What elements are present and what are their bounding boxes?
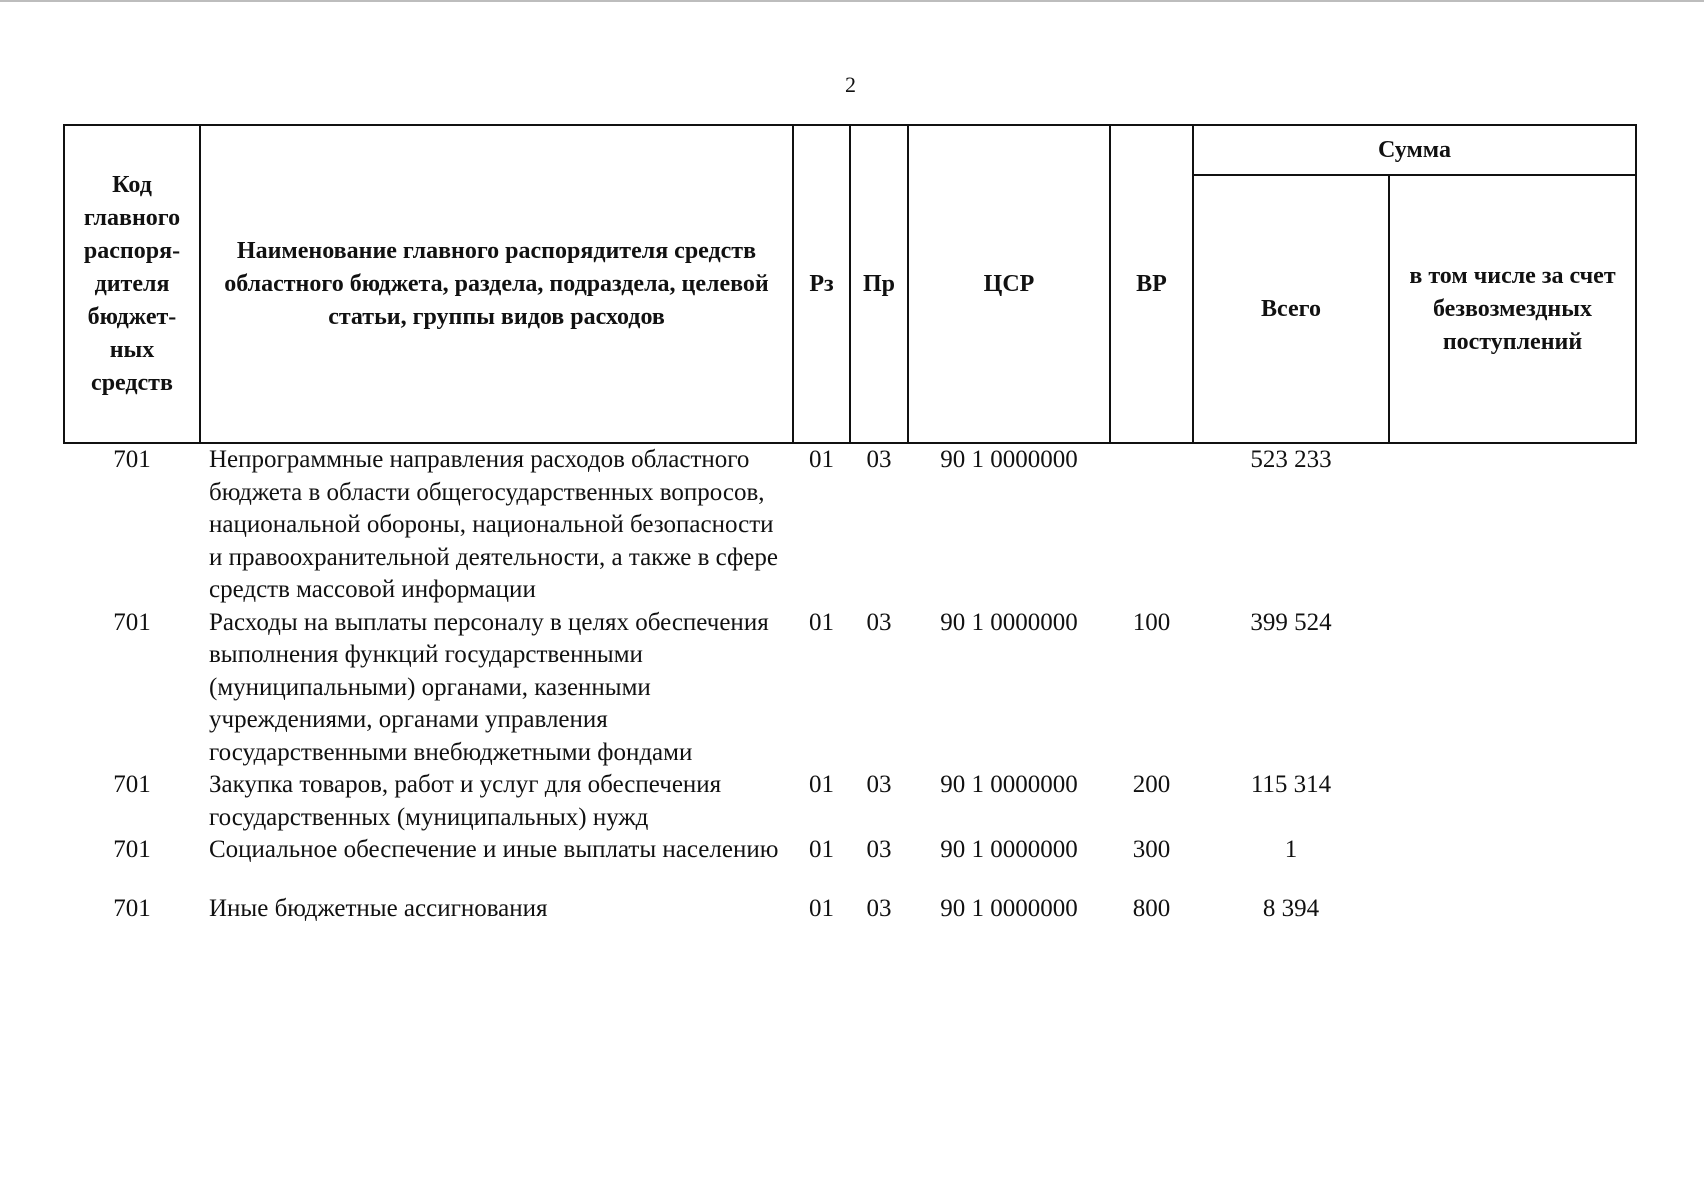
cell-code: 701 [113, 608, 151, 636]
cell-pr: 03 [866, 446, 892, 473]
cell-rz: 01 [809, 836, 834, 863]
cell-csr: 90 1 0000000 [940, 836, 1078, 863]
table-body [64, 443, 1636, 925]
budget-table [63, 124, 1637, 925]
page-number: 2 [845, 72, 856, 97]
cell-total: 115 314 [1250, 771, 1332, 798]
header-rz: Рз [793, 125, 850, 443]
header-csr: ЦСР [908, 125, 1110, 443]
cell-pr: 03 [866, 894, 892, 922]
cell-vr [1110, 443, 1193, 607]
top-rule [0, 0, 1704, 2]
header-code: Код главного распоря-дителя бюджет-ных средств [64, 125, 200, 443]
cell-code: 701 [113, 894, 151, 922]
cell-name: Иные бюджетные ассигнования [209, 894, 548, 922]
table-row [64, 769, 1636, 834]
cell-total: 399 524 [1250, 608, 1332, 636]
cell-csr: 90 1 0000000 [940, 608, 1078, 636]
header-name: Наименование главного распорядителя средств областного бюджета, раздела, подраздела, целевой статьи, группы видов расходов [200, 125, 793, 443]
cell-pr: 03 [866, 836, 892, 863]
cell-rz: 01 [809, 446, 834, 473]
cell-pr: 03 [866, 608, 892, 636]
cell-free [1389, 769, 1636, 834]
header-vr: ВР [1110, 125, 1193, 443]
cell-code: 701 [113, 771, 151, 798]
cell-free [1389, 607, 1636, 770]
header-total: Всего [1193, 175, 1389, 443]
cell-name: Непрограммные направления расходов областного бюджета в области общегосударственных вопросов, национальной обороны, национальной безопасности и правоохранительной деятельности, а также в сфере средств массовой информации [209, 446, 778, 603]
table-row [64, 867, 1636, 926]
cell-code: 701 [113, 446, 151, 473]
cell-free [1389, 867, 1636, 926]
cell-csr: 90 1 0000000 [940, 446, 1078, 473]
cell-name: Расходы на выплаты персоналу в целях обеспечения выполнения функций государственными (муниципальными) органами, казенными учреждениями, органами управления государственными внебюджетными фондами [209, 608, 769, 766]
cell-total: 1 [1284, 836, 1298, 863]
cell-rz: 01 [809, 608, 834, 636]
cell-vr: 100 [1132, 608, 1171, 636]
cell-vr: 200 [1132, 771, 1171, 798]
cell-rz: 01 [809, 894, 834, 922]
cell-free [1389, 443, 1636, 607]
cell-rz: 01 [809, 771, 834, 798]
cell-csr: 90 1 0000000 [940, 894, 1078, 922]
cell-name: Социальное обеспечение и иные выплаты населению [209, 836, 779, 863]
cell-vr: 800 [1132, 894, 1171, 922]
cell-total: 8 394 [1262, 894, 1320, 922]
header-free: в том числе за счет безвозмездных поступлений [1389, 175, 1636, 443]
header-pr: Пр [850, 125, 908, 443]
cell-name: Закупка товаров, работ и услуг для обеспечения государственных (муниципальных) нужд [209, 771, 722, 831]
table-row [64, 443, 1636, 607]
cell-total: 523 233 [1250, 446, 1332, 473]
table-row [64, 834, 1636, 867]
table-header [64, 125, 1636, 443]
cell-code: 701 [113, 836, 151, 863]
header-sum: Сумма [1193, 125, 1636, 175]
cell-vr: 300 [1132, 836, 1171, 863]
cell-free [1389, 834, 1636, 867]
cell-pr: 03 [866, 771, 892, 798]
cell-csr: 90 1 0000000 [940, 771, 1078, 798]
table-row [64, 607, 1636, 770]
